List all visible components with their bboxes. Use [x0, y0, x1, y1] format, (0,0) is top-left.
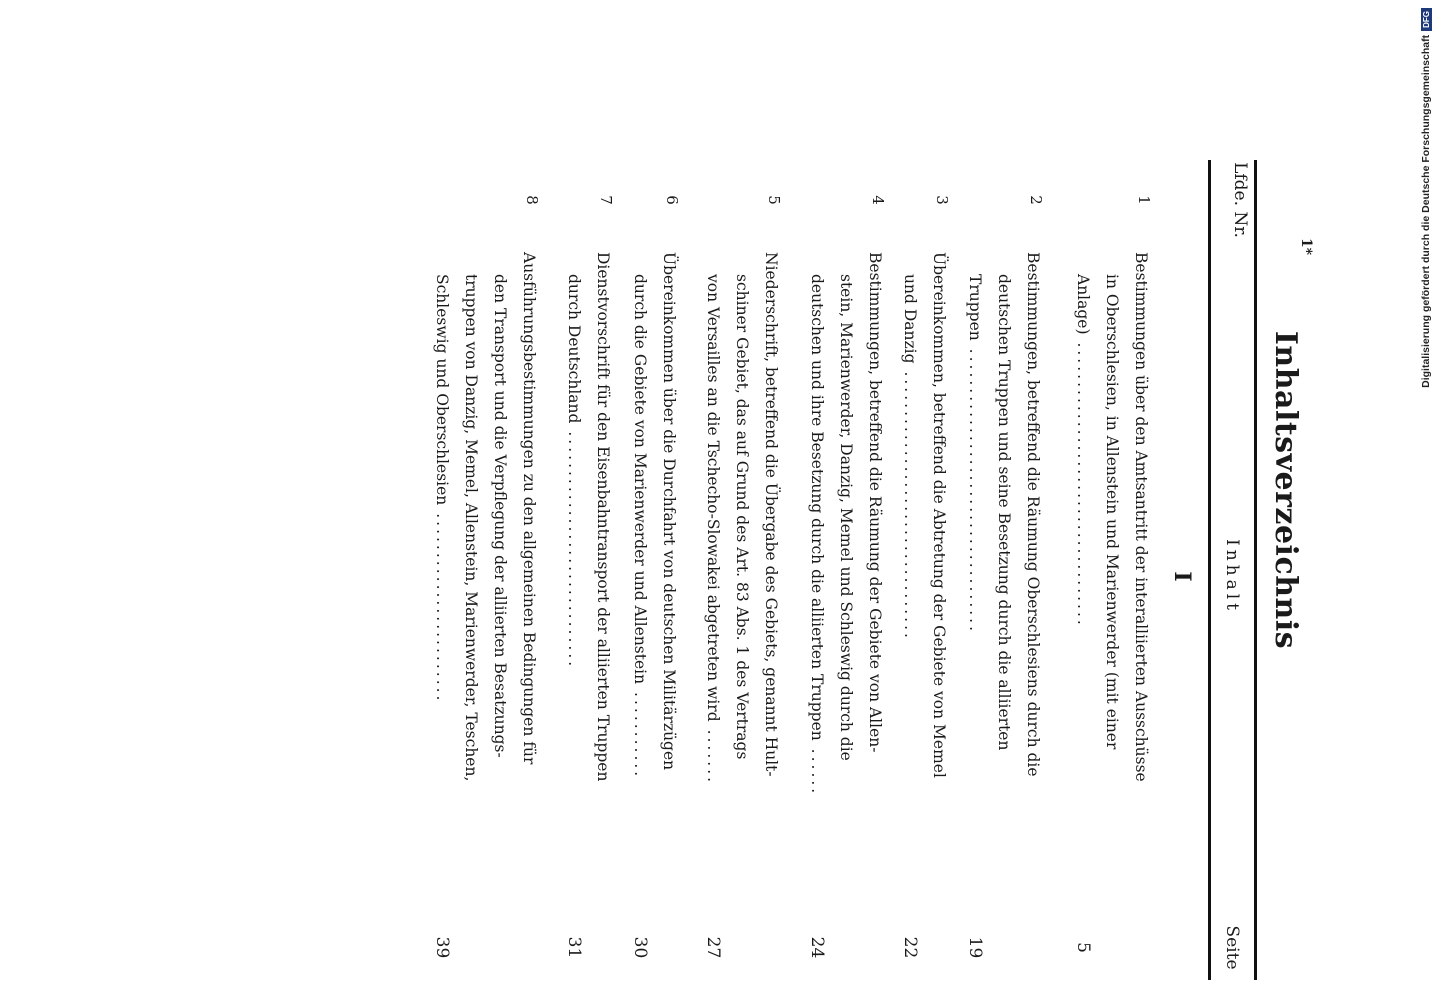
entry-number: 7 — [597, 195, 615, 205]
leader-dots: ........... — [631, 684, 649, 780]
entry-page: 5 — [1073, 942, 1093, 953]
entry-line: Bestimmungen, betreffend die Räumung der Gebiete von Allen- — [866, 252, 884, 753]
table-header-rule — [1208, 160, 1211, 980]
entry-page: 22 — [900, 936, 920, 959]
entry-line: von Versailles an die Tschecho-Slowakei abgetreten wird ....... — [704, 274, 722, 786]
entry-page: 24 — [807, 936, 827, 959]
entry-text — [698, 252, 785, 907]
entry-line: Übereinkommen über die Durchfahrt von deutschen Militärzügen — [660, 252, 678, 771]
digitization-credit — [1416, 8, 1434, 408]
entry-line: schiner Gebiet, das auf Grund des Art. 83 Abs. 1 des Vertrags — [733, 274, 751, 760]
leader-dots: .................................. — [901, 363, 919, 641]
entry-number: 3 — [933, 195, 951, 205]
entry-line: Übereinkommen, betreffend die Abtretung der Gebiete von Memel — [930, 252, 948, 778]
entry-text — [427, 252, 543, 907]
entry-line: den Transport und die Verpflegung der alliierten Besatzungs- — [491, 274, 509, 758]
column-header-nr: Lfde. Nr. — [1230, 162, 1250, 238]
entry-line: durch Deutschland .............................. — [565, 274, 583, 670]
credit-text: Digitalisierung gefördert durch die Deutsche Forschungsgemeinschaft — [1420, 34, 1432, 388]
dfg-logo: DFG — [1421, 8, 1432, 31]
entry-line: Bestimmungen über den Amtsantritt der interalliierten Ausschüsse — [1132, 252, 1150, 782]
entry-number: 5 — [765, 195, 783, 205]
entry-line: in Oberschlesien, in Allenstein und Marienwerder (mit einer — [1103, 274, 1121, 750]
entry-line: Schleswig und Oberschlesien ........................ — [433, 274, 451, 704]
column-header-inhalt: Inhalt — [1222, 538, 1242, 615]
entry-line: truppen von Danzig, Memel, Allenstein, Marienwerder, Teschen, — [462, 274, 480, 782]
entry-text — [625, 252, 683, 907]
entry-text — [895, 252, 953, 907]
entry-page: 39 — [432, 936, 452, 959]
leader-dots: .............................. — [565, 423, 583, 670]
rotated-page — [325, 0, 1305, 970]
entry-line: Truppen .................................... — [966, 274, 984, 635]
page-title: Inhaltsverzeichnis — [1268, 330, 1303, 650]
entry-line: und Danzig .................................. — [901, 274, 919, 641]
entry-page: 31 — [564, 936, 584, 959]
entry-text — [1068, 252, 1155, 907]
entry-line: stein, Marienwerder, Danzig, Memel und Schleswig durch die — [837, 274, 855, 761]
leader-dots: ...... — [808, 740, 826, 797]
entry-page: 27 — [703, 936, 723, 959]
toc-frame — [432, 0, 1305, 980]
leader-dots: .................................... — [1074, 334, 1092, 628]
entry-number: 6 — [663, 195, 681, 205]
column-header-seite: Seite — [1222, 925, 1242, 970]
entry-text — [559, 252, 617, 907]
entry-line: deutschen und ihre Besetzung durch die alliierten Truppen ...... — [808, 274, 826, 797]
entry-page: 30 — [630, 936, 650, 959]
table-top-rule — [1254, 160, 1257, 980]
entry-text — [802, 252, 889, 907]
section-heading: I — [1169, 571, 1195, 582]
page-mark: 1* — [1298, 238, 1314, 256]
entry-page: 19 — [965, 936, 985, 959]
leader-dots: ....... — [704, 721, 722, 786]
entry-number: 8 — [523, 195, 541, 205]
entry-line: durch die Gebiete von Marienwerder und Allenstein ........... — [631, 274, 649, 780]
entry-number: 4 — [869, 195, 887, 205]
entry-number: 2 — [1027, 195, 1045, 205]
leader-dots: .................................... — [966, 340, 984, 635]
entry-line: deutschen Truppen und seine Besetzung durch die alliierten — [995, 274, 1013, 751]
entry-line: Ausführungsbestimmungen zu den allgemeinen Bedingungen für — [520, 252, 538, 765]
entry-line: Niederschrift, betreffend die Übergabe des Gebiets, genannt Hult- — [762, 252, 780, 777]
entry-line: Dienstvorschrift für den Eisenbahntransport der alliierten Truppen — [594, 252, 612, 782]
entry-line: Bestimmungen, betreffend die Räumung Oberschlesiens durch die — [1024, 252, 1042, 777]
entry-text — [960, 252, 1047, 907]
entry-line: Anlage) .................................... — [1074, 274, 1092, 628]
leader-dots: ........................ — [433, 505, 451, 704]
entry-number: 1 — [1135, 195, 1153, 205]
